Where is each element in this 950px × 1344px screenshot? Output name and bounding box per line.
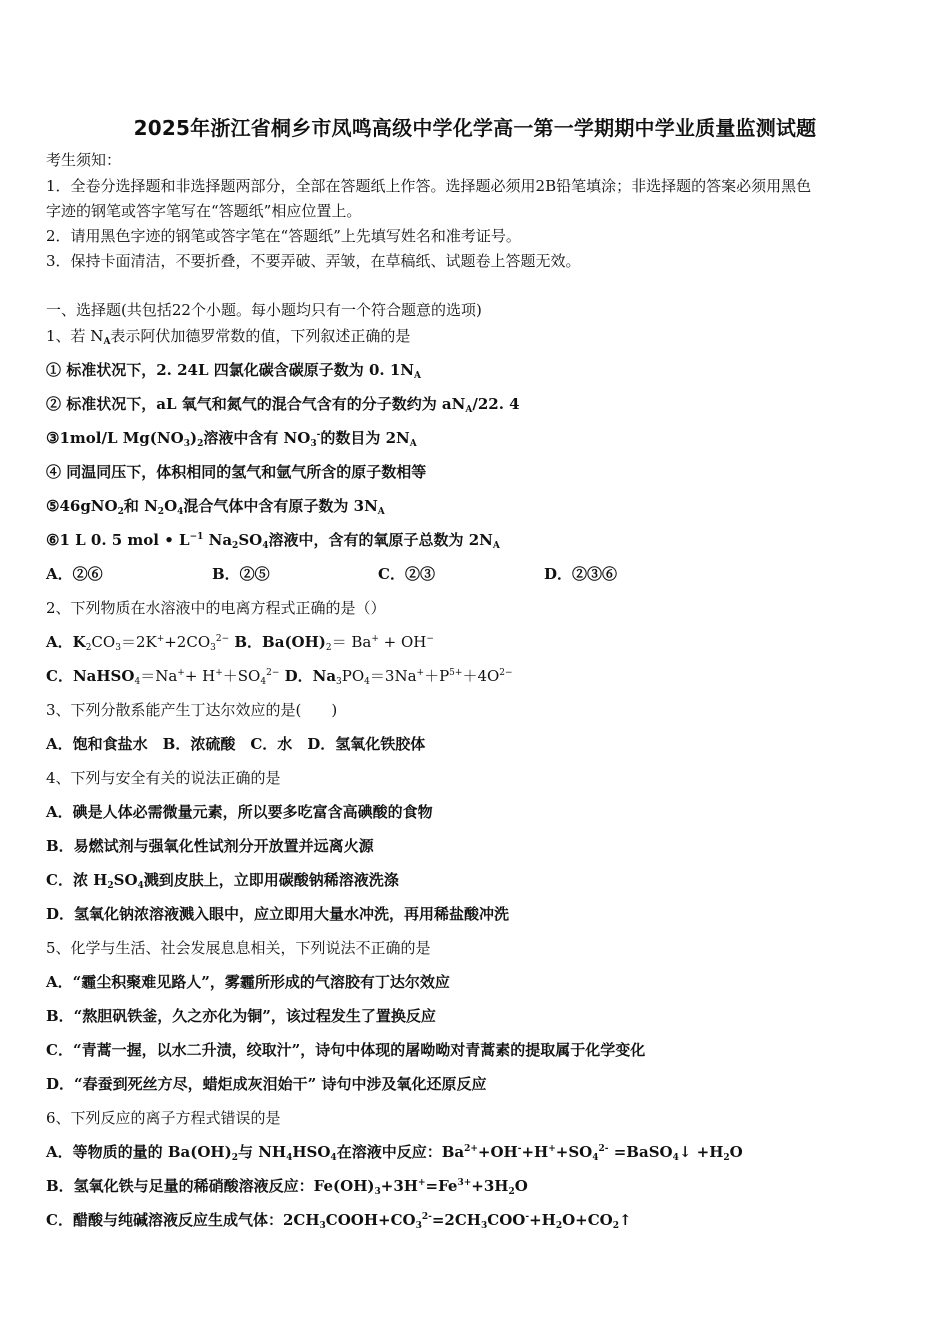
question-1-stem: 1、若 $N_A$表示阿伏加德罗常数的值，下列叙述正确的是 — [46, 327, 411, 347]
question-2-options-ab: A．$K_2CO_3=2K^++2CO_3^{2-}$ B．$Ba(OH)_2= Ba^+ + OH^-$ — [46, 633, 434, 653]
question-2-stem: 2、下列物质在水溶液中的电离方程式正确的是（） — [46, 599, 386, 617]
notice-heading: 考生须知： — [46, 151, 122, 169]
question-1-statement-4: ④ 同温同压下，体积相同的氢气和氩气所含的原子数相等 — [46, 463, 427, 481]
option-d[interactable]: D．②③⑥ — [544, 565, 618, 583]
question-6-option-a: A．等物质的量的 $Ba(OH)_2$与 $NH_4HSO_4$在溶液中反应：$Ba^{2+}+OH^-+H^++SO_4^{2-}$ =BaSO$_4$↓ $+H_2O$ — [46, 1143, 743, 1163]
question-1-statement-6: ⑥1 L 0. 5 mol • $L^{-1}$ $Na_2SO_4$溶液中，含有的氧原子总数为 $2N_A$ — [46, 531, 500, 551]
question-4-option-d: D．氢氧化钠浓溶液溅入眼中，应立即用大量水冲洗，再用稀盐酸冲洗 — [46, 905, 510, 923]
question-5-option-b: B．“熬胆矾铁釜，久之亦化为铜”，该过程发生了置换反应 — [46, 1007, 436, 1025]
question-5-option-c: C．“青蒿一握，以水二升渍，绞取汁”，诗句中体现的屠呦呦对青蒿素的提取属于化学变化 — [46, 1041, 646, 1059]
question-4-stem: 4、下列与安全有关的说法正确的是 — [46, 769, 281, 787]
notice-item-1: 1．全卷分选择题和非选择题两部分，全部在答题纸上作答。选择题必须用2B铅笔填涂；非选择题的答案必须用黑色 — [46, 177, 812, 195]
notice-item-3: 3．保持卡面清洁，不要折叠，不要弄破、弄皱，在草稿纸、试题卷上答题无效。 — [46, 252, 581, 270]
question-6-option-c: C．醋酸与纯碱溶液反应生成气体：$2CH_3COOH+CO_3^{2-}=2CH_3COO^-+H_2O+CO_2↑$ — [46, 1211, 632, 1231]
question-6-stem: 6、下列反应的离子方程式错误的是 — [46, 1109, 281, 1127]
question-1-statement-1: ① 标准状况下，2. 24L 四氯化碳含碳原子数为 0. $1N_A$ — [46, 361, 421, 381]
question-1-statement-2: ② 标准状况下，aL 氧气和氮气的混合气含有的分子数约为 $aN_A/22$. 4 — [46, 395, 520, 415]
option-c[interactable]: C．②③ — [378, 565, 435, 583]
question-5-option-a: A．“霾尘积聚难见路人”，雾霾所形成的气溶胶有丁达尔效应 — [46, 973, 450, 991]
question-2-options-cd: C．NaHSO$_4$＝Na++ $H^++SO_4^{2-}$ D．$Na_3PO_4=3Na^++P^{5+}+4O^{2-}$ — [46, 667, 513, 687]
question-1-statement-3: ③1mol/L $Mg(NO_3)_2$溶液中含有 $NO_3^-$的数目为 $2N_A$ — [46, 429, 417, 449]
option-b[interactable]: B．②⑤ — [212, 565, 270, 583]
page-title: 2025年浙江省桐乡市凤鸣高级中学化学高一第一学期期中学业质量监测试题 — [133, 116, 817, 140]
notice-item-1-cont: 字迹的钢笔或答字笔写在“答题纸”相应位置上。 — [46, 202, 362, 220]
question-4-option-c: C．浓 $H_2SO_4$溅到皮肤上，立即用碳酸钠稀溶液洗涤 — [46, 871, 399, 891]
question-4-option-a: A．碘是人体必需微量元素，所以要多吃富含高碘酸的食物 — [46, 803, 433, 821]
question-3-options: A．饱和食盐水 B．浓硫酸 C．水 D．氢氧化铁胶体 — [46, 735, 426, 753]
section-heading: 一、选择题(共包括22个小题。每小题均只有一个符合题意的选项) — [46, 301, 482, 319]
notice-item-2: 2．请用黑色字迹的钢笔或答字笔在“答题纸”上先填写姓名和准考证号。 — [46, 227, 521, 245]
question-1-options — [46, 564, 617, 584]
question-4-option-b: B．易燃试剂与强氧化性试剂分开放置并远离火源 — [46, 837, 374, 855]
question-3-stem: 3、下列分散系能产生丁达尔效应的是( ) — [46, 701, 338, 719]
question-6-option-b: B．氢氧化铁与足量的稀硝酸溶液反应：$Fe(OH)_3+3H^+=Fe^{3+}+3H_2O$ — [46, 1177, 528, 1197]
option-a[interactable]: A．②⑥ — [46, 565, 103, 583]
question-5-stem: 5、化学与生活、社会发展息息相关，下列说法不正确的是 — [46, 939, 431, 957]
question-1-statement-5: ⑤46gNO$_2$和 $N_2O_4$混合气体中含有原子数为 $3N_A$ — [46, 497, 385, 517]
question-5-option-d: D．“春蚕到死丝方尽，蜡炬成灰泪始干” 诗句中涉及氧化还原反应 — [46, 1075, 487, 1093]
